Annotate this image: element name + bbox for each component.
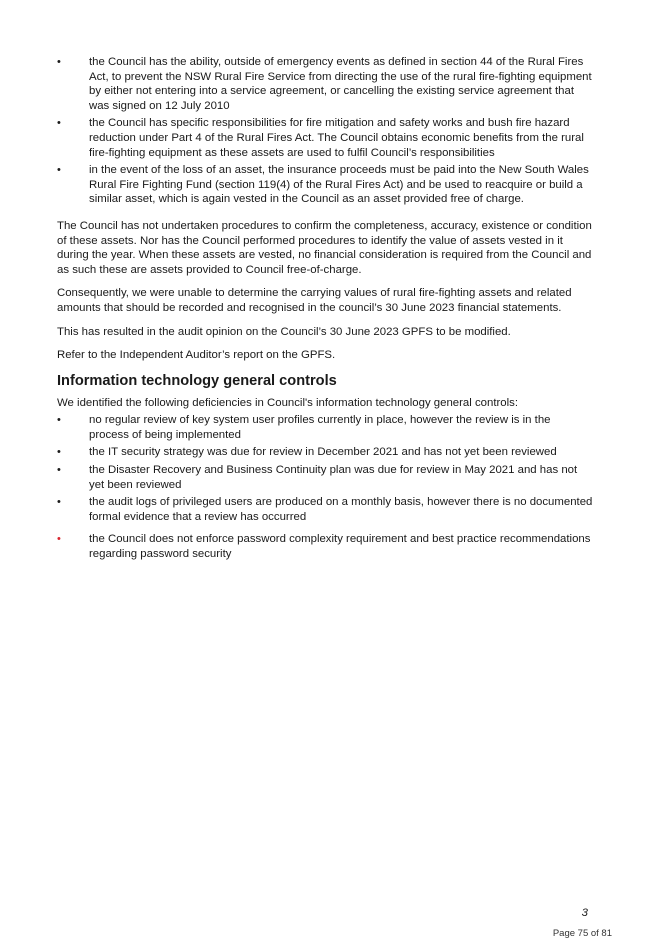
- paragraph-audit-opinion: This has resulted in the audit opinion on the Council’s 30 June 2023 GPFS to be modified.: [57, 325, 511, 338]
- spacer: [57, 210, 593, 219]
- list-item-text: in the event of the loss of an asset, the insurance proceeds must be paid into the New South Wales Rural Fire Fighting Fund (section 119(4) of the Rural Fires Act) and be used to reacquire or build a similar asset, which is again vested in the Council as an asset provided free of charge.: [89, 164, 589, 206]
- page-number: 3: [581, 907, 588, 919]
- paragraph-consequently: Consequently, we were unable to determine the carrying values of rural fire-fighting assets and related amounts that should be recorded and recognised in the council’s 30 June 2023 financial statements.: [57, 287, 572, 314]
- page-content: [57, 55, 593, 565]
- list-item-text: the Disaster Recovery and Business Continuity plan was due for review in May 2021 and has not yet been reviewed: [89, 464, 578, 491]
- bullet-icon: •: [57, 56, 61, 68]
- it-deficiency-list: [57, 413, 593, 561]
- list-item-text: no regular review of key system user profiles currently in place, however the review is in the process of being implemented: [89, 414, 551, 441]
- list-item: [57, 445, 593, 460]
- list-item-text: the IT security strategy was due for review in December 2021 and has not yet been reviewed: [89, 446, 557, 459]
- list-item-text: the Council does not enforce password complexity requirement and best practice recommendations regarding password security: [89, 533, 591, 561]
- bullet-icon: •: [57, 117, 61, 130]
- list-item: [57, 463, 593, 492]
- bullet-icon: •: [57, 164, 61, 177]
- list-item-text: the Council has the ability, outside of emergency events as defined in section 44 of the Rural Fires Act, to prevent the NSW Rural Fire Service from directing the use of the rural fire-fighting equipment by either not entering into a service agreement, or cancelling the existing service agreement that was signed on 12 July 2010: [89, 56, 592, 112]
- list-item: [57, 55, 593, 113]
- bullet-icon: •: [57, 414, 61, 427]
- list-item-text: the Council has specific responsibilities for fire mitigation and safety works and bush fire hazard reduction under Part 4 of the Rural Fires Act. The Council obtains economic benefits from the rural fire-fighting equipment as these assets are used to fulfil Council’s responsibilities: [89, 117, 584, 159]
- section-heading: Information technology general controls: [57, 372, 337, 389]
- list-item: [57, 116, 593, 160]
- list-item: [57, 532, 593, 561]
- paragraph-refer: Refer to the Independent Auditor’s report on the GPFS.: [57, 349, 336, 362]
- page-count-footer: Page 75 of 81: [552, 928, 612, 939]
- red-bullet-icon: •: [57, 533, 61, 546]
- top-bullet-list: [57, 55, 593, 207]
- bullet-icon: •: [57, 446, 61, 459]
- list-item: [57, 163, 593, 207]
- list-item: [57, 413, 593, 442]
- paragraph-procedures: The Council has not undertaken procedures to confirm the completeness, accuracy, existence or condition of these assets. Nor has the Council performed procedures to identify the value of assets vested in it during the year. When these assets are vested, no financial consideration is required from the Council and as such these are assets provided to Council free-of-charge.: [57, 219, 592, 276]
- list-item: [57, 495, 593, 524]
- list-item-text: the audit logs of privileged users are produced on a monthly basis, however there is no documented formal evidence that a review has occurred: [89, 496, 593, 523]
- bullet-icon: •: [57, 496, 61, 509]
- bullet-icon: •: [57, 464, 61, 477]
- section-intro: We identified the following deficiencies in Council's information technology general controls:: [57, 396, 519, 409]
